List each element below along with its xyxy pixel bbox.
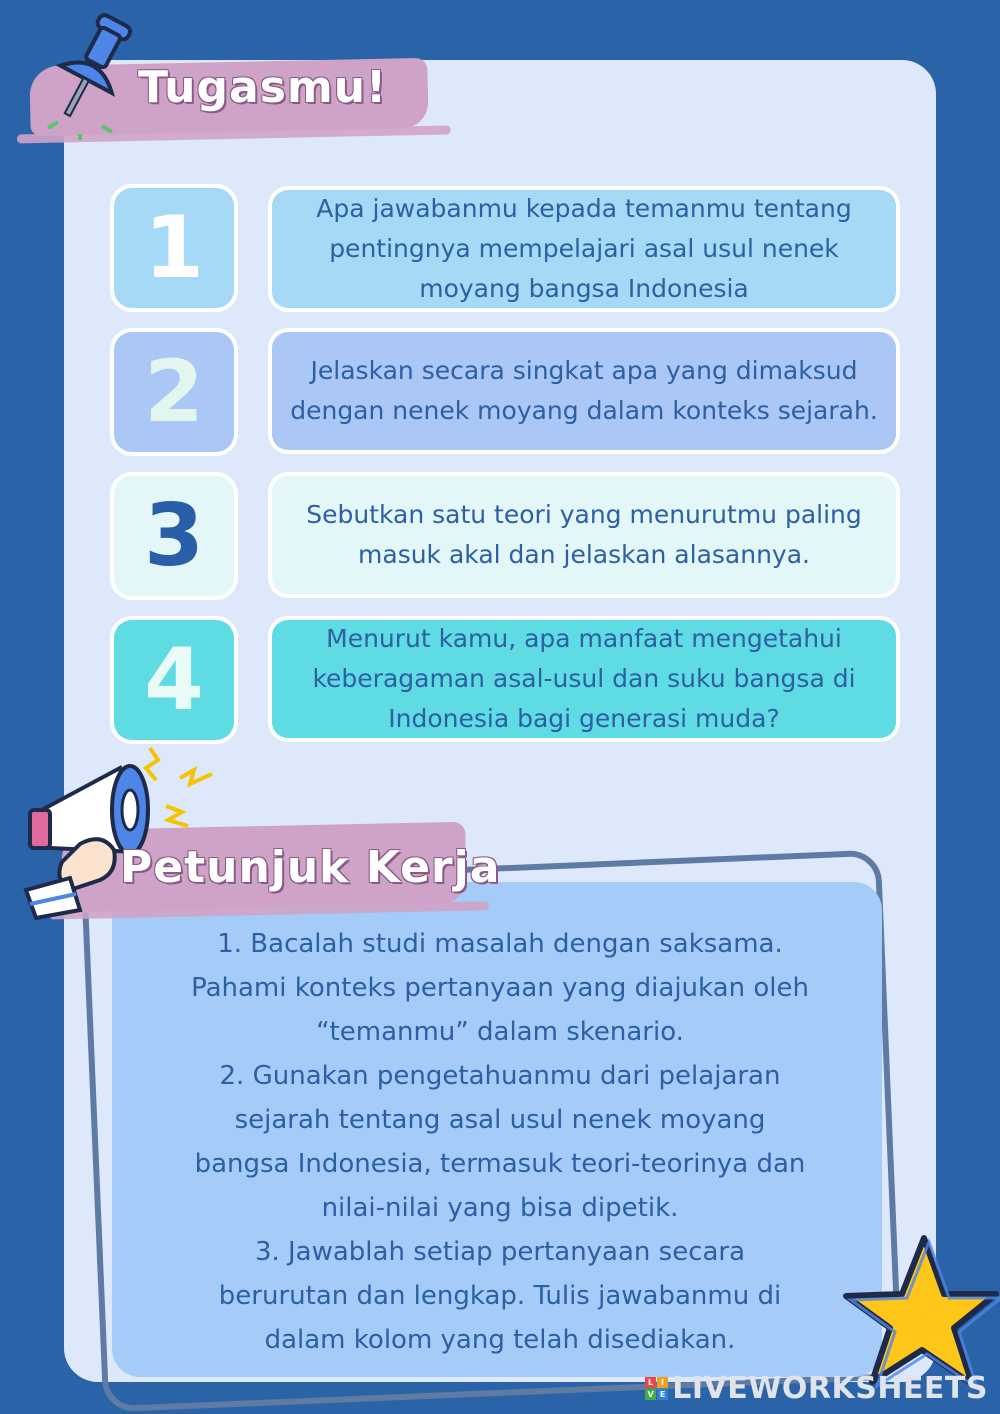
pushpin-icon [40,10,140,140]
instruction-line: 2. Gunakan pengetahuanmu dari pelajaran [219,1061,781,1091]
instructions-title: Petunjuk Kerja [120,842,501,893]
task-question-1: Apa jawabanmu kepada temanmu tentang pentingnya mempelajari asal usul nenek moyang bangsa Indonesia [272,190,896,308]
megaphone-icon [18,740,218,920]
instruction-line: dalam kolom yang telah disediakan. [264,1325,736,1355]
task-question-4: Menurut kamu, apa manfaat mengetahui keberagaman asal-usul dan suku bangsa di Indonesia bagi generasi muda? [272,620,896,738]
instructions-text [130,922,870,1362]
task-question-2: Jelaskan secara singkat apa yang dimaksud dengan nenek moyang dalam konteks sejarah. [272,332,896,450]
task-question-3: Sebutkan satu teori yang menurutmu paling masuk akal dan jelaskan alasannya. [272,476,896,594]
instruction-line: 1. Bacalah studi masalah dengan saksama. [217,929,783,959]
instruction-line: Pahami konteks pertanyaan yang diajukan oleh [191,973,809,1003]
watermark-text: LIVEWORKSHEETS [672,1371,988,1406]
task-number-2: 2 [114,332,234,452]
liveworksheets-watermark [645,1371,988,1406]
logo-letter: E [657,1389,668,1400]
instruction-line: nilai-nilai yang bisa dipetik. [321,1193,679,1223]
logo-letter: L [645,1377,656,1388]
tasks-title: Tugasmu! [138,62,388,113]
instruction-line: sejarah tentang asal usul nenek moyang [234,1105,766,1135]
instruction-line: berurutan dan lengkap. Tulis jawabanmu di [218,1281,782,1311]
instruction-line: bangsa Indonesia, termasuk teori-teorinya dan [194,1149,806,1179]
logo-letter: I [657,1377,668,1388]
instruction-line: 3. Jawablah setiap pertanyaan secara [254,1237,746,1267]
logo-letter: V [645,1389,656,1400]
task-number-3: 3 [114,476,234,596]
task-number-1: 1 [114,188,234,308]
instruction-line: “temanmu” dalam skenario. [316,1017,684,1047]
task-number-4: 4 [114,620,234,740]
liveworksheets-logo [645,1377,668,1400]
